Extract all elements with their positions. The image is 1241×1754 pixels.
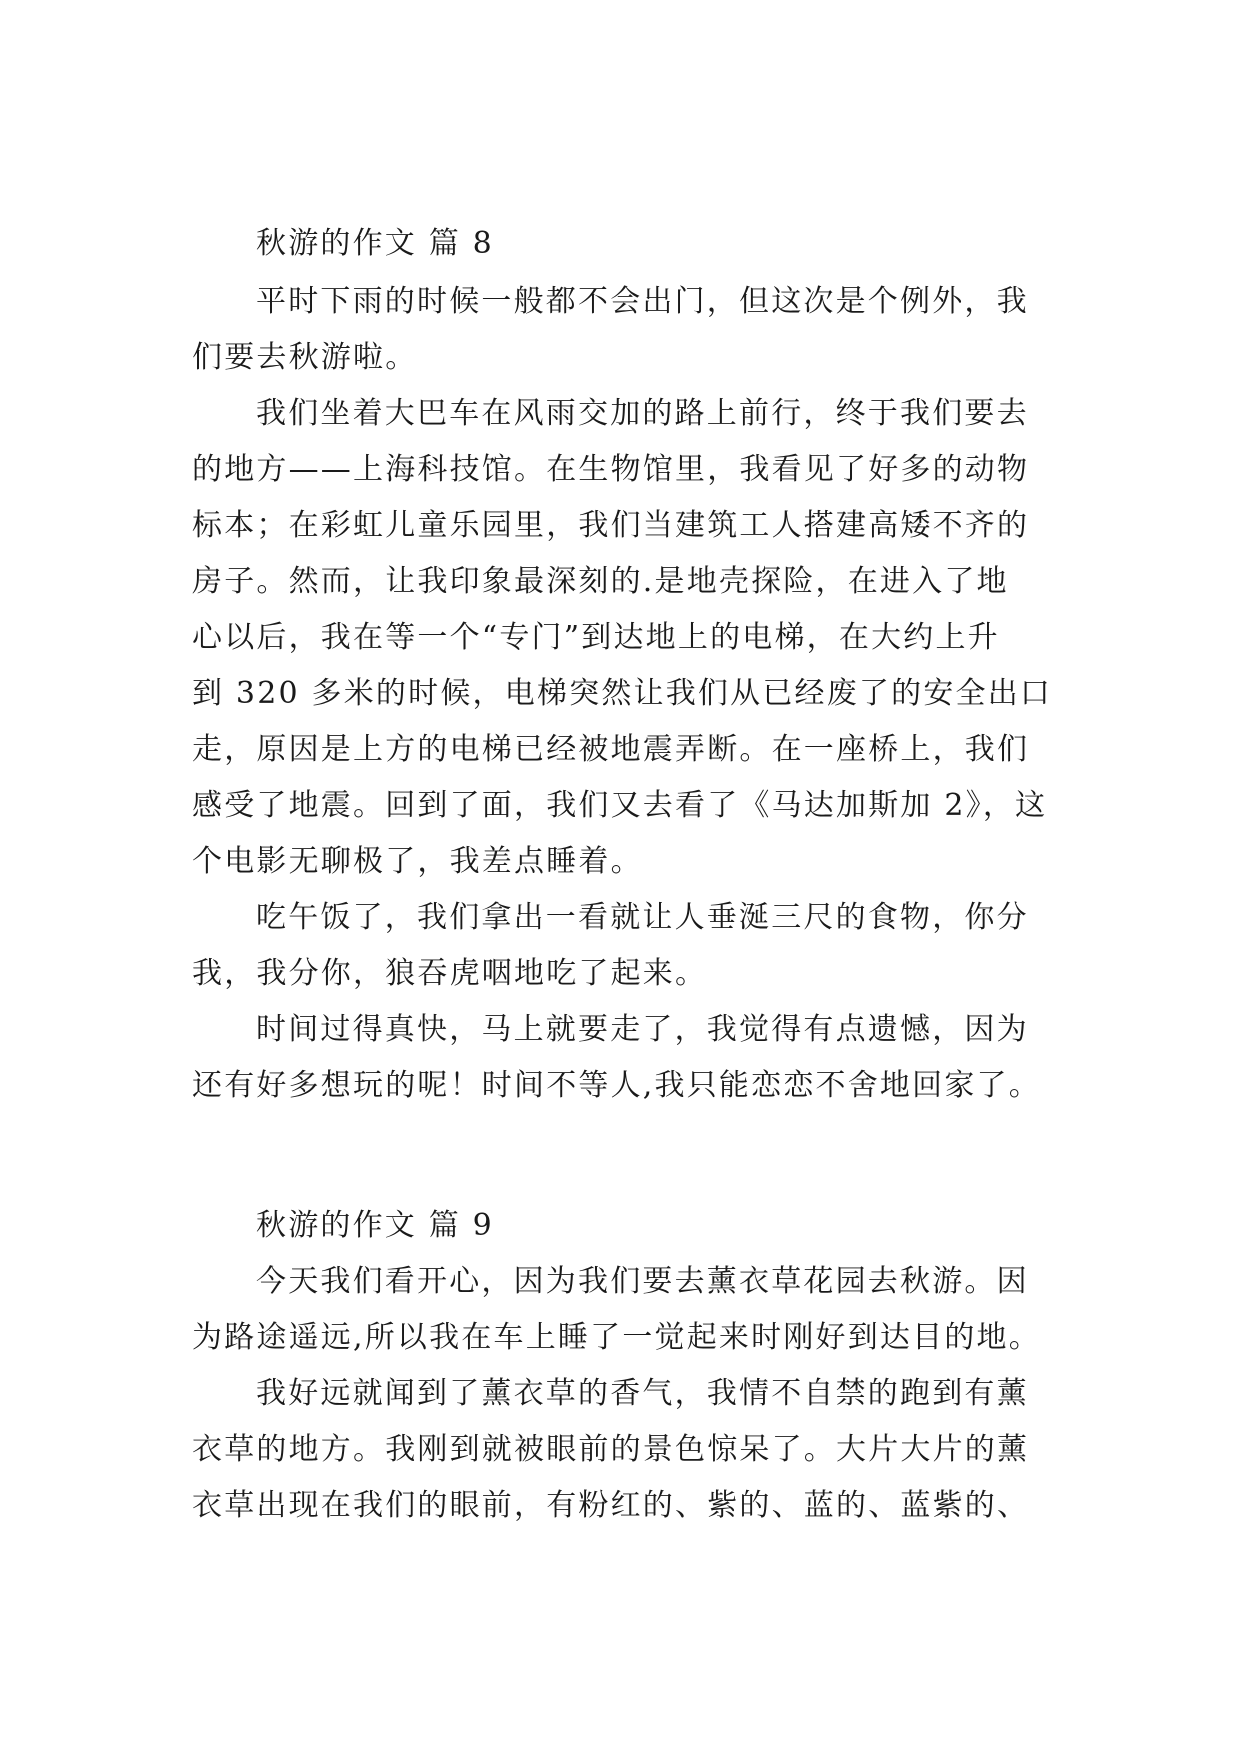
paragraph-line: 们要去秋游啦。 (192, 340, 418, 375)
paragraph-line: 衣草的地方。我刚到就被眼前的景色惊呆了。大片大片的薰 (192, 1432, 1030, 1467)
paragraph-line: 我们坐着大巴车在风雨交加的路上前行，终于我们要去 (256, 396, 1029, 431)
paragraph-line: 的地方——上海科技馆。在生物馆里，我看见了好多的动物 (192, 452, 1030, 487)
paragraph-line: 平时下雨的时候一般都不会出门，但这次是个例外，我 (256, 284, 1029, 319)
section-9-title: 秋游的作文 篇 9 (256, 1208, 494, 1243)
paragraph-line: 心以后，我在等一个“专门”到达地上的电梯，在大约上升 (192, 620, 1000, 655)
paragraph-line: 衣草出现在我们的眼前，有粉红的、紫的、蓝的、蓝紫的、 (192, 1488, 1030, 1523)
paragraph-line: 到 320 多米的时候，电梯突然让我们从已经废了的安全出口 (192, 676, 1053, 711)
paragraph-line: 我，我分你，狼吞虎咽地吃了起来。 (192, 956, 708, 991)
paragraph-line: 走，原因是上方的电梯已经被地震弄断。在一座桥上，我们 (192, 732, 1030, 767)
paragraph-line: 感受了地震。回到了面，我们又去看了《马达加斯加 2》，这 (192, 788, 1048, 823)
paragraph-line: 我好远就闻到了薰衣草的香气，我情不自禁的跑到有薰 (256, 1376, 1029, 1411)
paragraph-line: 吃午饭了，我们拿出一看就让人垂涎三尺的食物，你分 (256, 900, 1029, 935)
paragraph-line: 时间过得真快，马上就要走了，我觉得有点遗憾，因为 (256, 1012, 1029, 1047)
section-8-title: 秋游的作文 篇 8 (256, 226, 494, 261)
paragraph-line: 今天我们看开心，因为我们要去薰衣草花园去秋游。因 (256, 1264, 1029, 1299)
paragraph-line: 个电影无聊极了，我差点睡着。 (192, 844, 643, 879)
paragraph-line: 还有好多想玩的呢！时间不等人,我只能恋恋不舍地回家了。 (192, 1068, 1041, 1103)
paragraph-line: 房子。然而，让我印象最深刻的.是地壳探险，在进入了地 (192, 564, 1009, 599)
paragraph-line: 标本；在彩虹儿童乐园里，我们当建筑工人搭建高矮不齐的 (192, 508, 1030, 543)
paragraph-line: 为路途遥远,所以我在车上睡了一觉起来时刚好到达目的地。 (192, 1320, 1041, 1355)
